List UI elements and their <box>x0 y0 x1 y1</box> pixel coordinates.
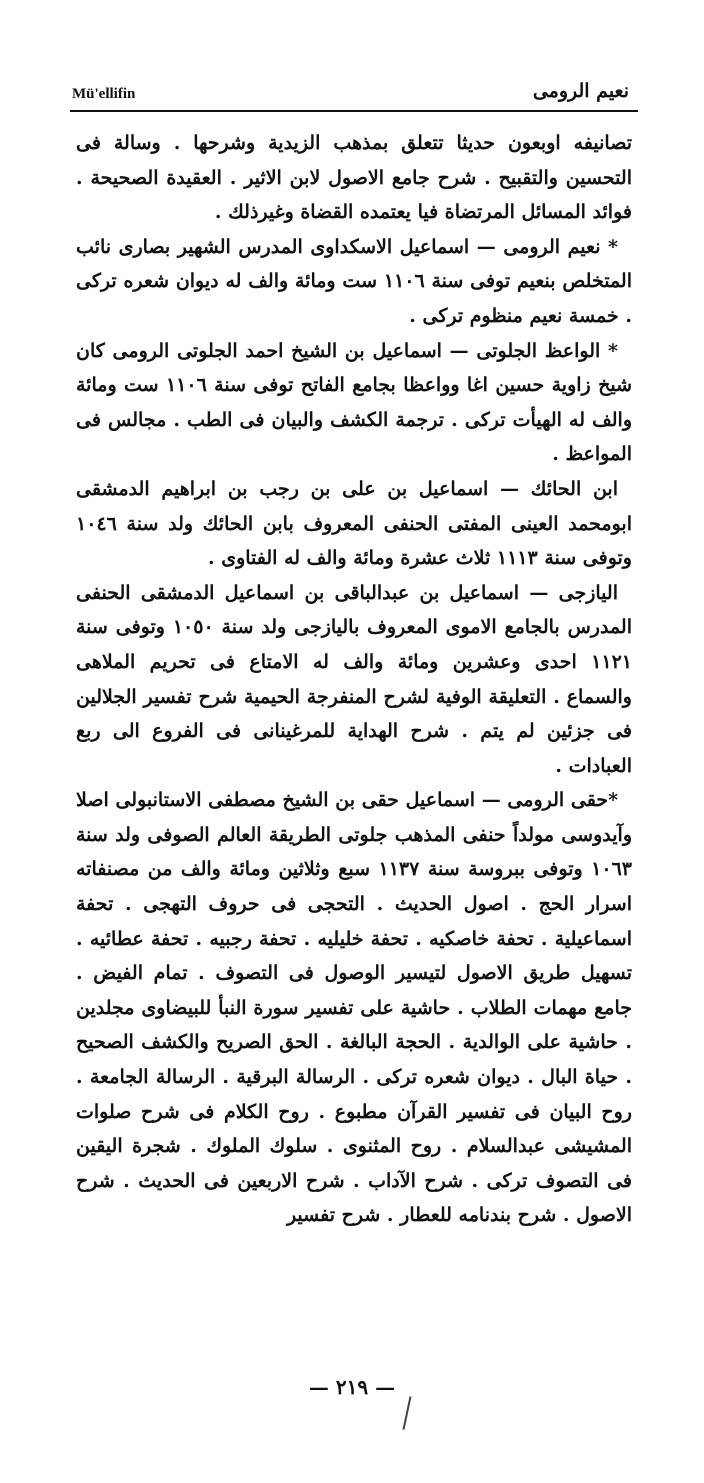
running-header-left: Mü'ellifin <box>72 86 136 102</box>
pen-mark <box>402 1396 411 1430</box>
entry-paragraph-3: * الواعظ الجلوتى — اسماعيل بن الشيخ احمد الجلوتى الرومى كان شيخ زاوية حسين اغا وواعظا بجامع الفاتح توفى سنة ١١٠٦ ست ومائة والف له الهيأت تركى . ترجمة الكشف والبيان فى الطب . مجالس فى المواعظ . <box>76 339 632 466</box>
running-header-right: نعيم الرومى <box>532 80 629 102</box>
entry-paragraph-6: *حقى الرومى — اسماعيل حقى بن الشيخ مصطفى الاستانبولى اصلا وآيدوسى مولداً حنفى المذهب جلوتى الطريقة العالم الصوفى ولد سنة ١٠٦٣ وتوفى ببروسة سنة ١١٣٧ سبع وثلاثين ومائة والف من مصنفاته اسرار الحج . اصول الحديث . التحجى فى حروف التهجى . تحفة اسماعيلية . تحفة خاصكيه . تحفة خليليه . تحفة رجبيه . تحفة عطائيه . تسهيل طريق الاصول لتيسير الوصول فى التصوف . تمام الفيض . جامع مهمات الطلاب . حاشية على تفسير سورة النبأ للبيضاوى مجلدين . حاشية على الوالدية . الحجة البالغة . الحق الصريح والكشف الصحيح . حياة البال . ديوان شعره تركى . الرسالة البرقية . الرسالة الجامعة . روح البيان فى تفسير القرآن مطبوع . روح الكلام فى شرح صلوات المشيشى عبدالسلام . روح المثنوى . سلوك الملوك . شجرة اليقين فى التصوف تركى . شرح الآداب . شرح الاربعين فى الحديث . شرح الاصول . شرح بندنامه للعطار . شرح تفسير <box>76 789 632 1227</box>
entry-paragraph-2: * نعيم الرومى — اسماعيل الاسكداوى المدرس الشهير بصارى نائب المتخلص بنعيم توفى سنة ١١٠٦ ست ومائة والف له ديوان شعره تركى . خمسة نعيم منظوم تركى . <box>76 235 632 327</box>
header-rule <box>70 110 638 112</box>
page-number: — ٢١٩ — <box>308 1375 396 1399</box>
entry-paragraph-4: ابن الحائك — اسماعيل بن على بن رجب بن ابراهيم الدمشقى ابومحمد العينى المفتى الحنفى المعروف بابن الحائك ولد سنة ١٠٤٦ وتوفى سنة ١١١٣ ثلاث عشرة ومائة والف له الفتاوى . <box>76 477 632 570</box>
entry-paragraph-1: تصانيفه اوبعون حديثا تتعلق بمذهب الزيدية وشرحها . وسالة فى التحسين والتقبيح . شرح جامع الاصول لابن الاثير . العقيدة الصحيحة . فوائد المسائل المرتضاة فيا يعتمده القضاة وغيرذلك . <box>76 132 632 224</box>
page-body <box>76 126 632 1233</box>
entry-paragraph-5: اليازجى — اسماعيل بن عبدالباقى بن اسماعيل الدمشقى الحنفى المدرس بالجامع الاموى المعروف باليازجى ولد سنة ١٠٥٠ وتوفى سنة ١١٢١ احدى وعشرين ومائة والف له الامتاع فى تحريم الملاهى والسماع . التعليقة الوفية لشرح المنفرجة الحيمية شرح تفسير الجلالين فى جزئين لم يتم . شرح الهداية للمرغينانى فى الفروع الى ربع العبادات . <box>76 581 632 777</box>
